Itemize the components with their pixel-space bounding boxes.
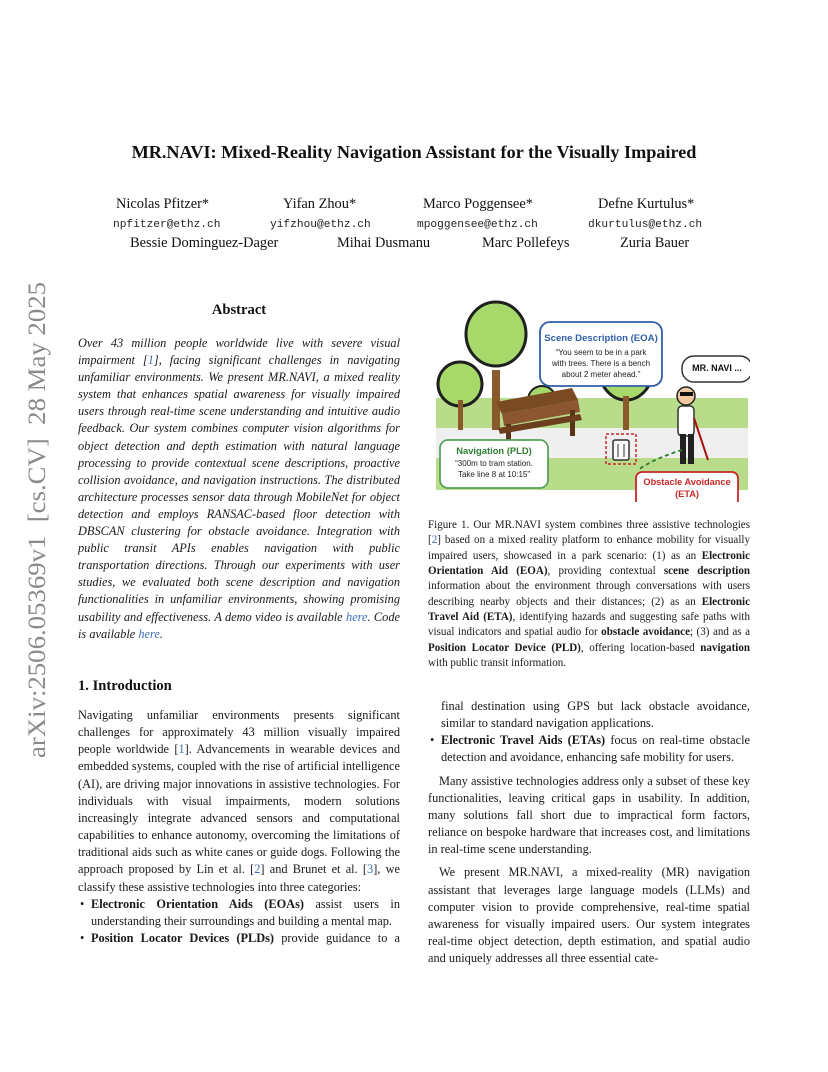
author-email[interactable]: dkurtulus@ethz.ch [588, 219, 703, 231]
arxiv-stamp [12, 270, 52, 770]
category-list [78, 896, 400, 947]
navigation-text: “300m to tram station. Take line 8 at 10:15” [455, 459, 533, 479]
author-email[interactable]: npfitzer@ethz.ch [113, 219, 221, 231]
navigation-title: Navigation (PLD) [456, 445, 532, 456]
code-link[interactable]: here [138, 626, 160, 641]
list-item-pld-continued: final destination using GPS but lack obstacle avoidance, similar to standard navigation applications. [441, 699, 750, 731]
section-heading-introduction: 1. Introduction [78, 678, 172, 694]
scene-description-text: “You seem to be in a park with trees. There is a bench about 2 meter ahead.” [551, 348, 651, 379]
demo-video-link[interactable]: here [346, 609, 368, 624]
author-name: Marco Poggensee* [423, 196, 533, 212]
author-name: Bessie Dominguez-Dager [130, 235, 279, 251]
author-name: Mihai Dusmanu [337, 235, 431, 251]
list-item-eta: • Electronic Travel Aids (ETAs) focus on real-time obstacle detection and avoidance, enhancing safe mobility for users. [428, 732, 750, 766]
citation-link[interactable]: 1 [178, 742, 185, 757]
scene-description-title: Scene Description (EOA) [544, 333, 658, 344]
list-item-pld-first-line: provide guidance to a [274, 931, 400, 946]
figure-1-caption: Figure 1. Our MR.NAVI system combines three assistive technologies [2] based on a mixed reality platform to enhance mobility for visually impaired users, showcased in a park scenario: (1) as an Electronic Orientation Aid (EOA), providing contextual scene description information about the environment through conversations with users describing nearby objects and their distances; (2) as an Electronic Travel Aid (ETA), identifying hazards and suggesting safe paths with visual indicators and spatial audio for obstacle avoidance; (3) and as a Position Locator Device (PLD), offering location-based navigation with public transit information. [428, 519, 750, 670]
author-email[interactable]: yifzhou@ethz.ch [270, 219, 371, 231]
author-name: Defne Kurtulus* [598, 196, 695, 212]
intro-paragraph: Navigating unfamiliar environments presents significant challenges for approximately 43 million visually impaired people worldwide [1]. Advancements in wearable devices and embedded systems, coupled with the rise of artificial intelligence (AI), are driving major innovations in assistive technologies. For individuals with visual impairments, modern solutions increasingly integrate advanced sensors and computational capabilities to enhance autonomy, overcoming the limitations of traditional aids such as white canes or guide dogs. Following the approach proposed by Lin et al. [2] and Brunet et al. [3], we classify these assistive technologies into three categories: [78, 708, 400, 894]
abstract-text: Over 43 million people worldwide live with severe visual impairment [1], facing significant challenges in navigating unfamiliar environments. We present MR.NAVI, a mixed reality system that enhances spatial awareness for visually impaired users through real-time scene understanding and intuitive audio feedback. Our system combines computer vision algorithms for object detection and depth estimation with natural language processing to provide contextual scene descriptions, proactive collision avoidance, and navigation instructions. The distributed architecture processes sensor data through MobileNet for object detection and employs RANSAC-based floor detection with DBSCAN clustering for obstacle avoidance. Integration with public transit APIs enables navigation with public transportation directions. Through our experiments with user studies, we evaluated both scene description and navigation functionalities in unfamiliar environments, showing promising usability and effectiveness. A demo video is available here. Code is available here. [78, 336, 400, 641]
citation-link[interactable]: 2 [254, 862, 261, 877]
grass-back [436, 398, 748, 428]
author-email[interactable]: mpoggensee@ethz.ch [417, 219, 538, 231]
arxiv-stamp-text: arXiv:2506.05369v1 [cs.CV] 28 May 2025 [24, 313, 51, 758]
citation-link[interactable]: 2 [431, 534, 438, 547]
author-name: Zuria Bauer [620, 235, 690, 251]
author-name: Marc Pollefeys [482, 235, 570, 251]
author-name: Yifan Zhou* [283, 196, 357, 212]
paper-title: MR.NAVI: Mixed-Reality Navigation Assistant for the Visually Impaired [131, 142, 697, 162]
intro-right-column [428, 698, 750, 967]
figure-1 [432, 300, 750, 502]
mr-navi-bubble-text: MR. NAVI ... [692, 363, 742, 373]
obstacle-avoidance-title: Obstacle Avoidance (ETA) [643, 477, 731, 499]
intro-paragraph: Many assistive technologies address only a subset of these key functionalities, leaving critical gaps in usability. In addition, many solutions fall short due to impractical form factors, reliance on bespoke hardware that increases cost, and limitations in real-time scene understanding. [428, 773, 750, 857]
intro-paragraph: We present MR.NAVI, a mixed-reality (MR) navigation assistant that leverages large language models (LLMs) and computer vision to provide comprehensive, real-time spatial awareness for visually impaired users. Our system integrates real-time object detection, depth estimation, and spatial audio and uniquely addresses all three essential cate- [428, 865, 750, 966]
author-name: Nicolas Pfitzer* [116, 196, 210, 212]
list-item-eoa: • Electronic Orientation Aids (EOAs) assist users in understanding their surroundings and building a mental map. [78, 896, 400, 930]
intro-left-column [78, 707, 400, 947]
abstract-heading: Abstract [211, 302, 267, 318]
citation-link[interactable]: 3 [367, 862, 374, 877]
arxiv-stamp-svg [12, 270, 52, 770]
category-list-continued [428, 732, 750, 766]
citation-link[interactable]: 1 [147, 353, 154, 368]
list-item-pld: • Position Locator Devices (PLDs) provide guidance to a [78, 930, 400, 947]
